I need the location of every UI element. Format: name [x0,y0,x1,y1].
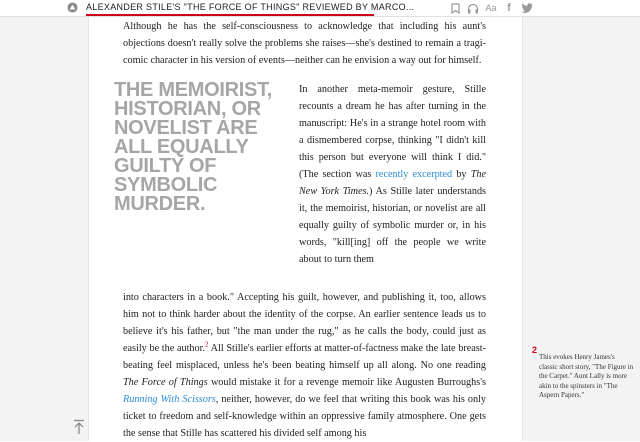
reading-progress-bar [86,14,374,16]
article-headline[interactable]: ALEXANDER STILE'S "THE FORCE OF THINGS" REVIEWED BY MARCO... [86,2,415,12]
paragraph-2-text-a: In another meta-memoir gesture, Stille recounts a dream he has after turning in the manuscript: He's in a strange hotel room with a dismembered corpse, thinking "I didn't kill this person but everyone will think I did." (The section was [299,84,486,180]
running-with-scissors-link[interactable]: Running With Scissors [123,394,216,405]
headphones-icon[interactable] [467,2,479,14]
paragraph-3-text-d: , neither, however, do we feel that writing this book was his only ticket to freedom and self-knowledge within an oppressive family atmosphere. One gets the sense that Stille has scattered his divided self among his [123,394,486,439]
left-gutter [0,0,89,441]
site-logo-icon[interactable] [67,2,78,13]
toolbar-icons [449,1,533,15]
article-body [114,18,487,442]
top-bar [0,0,640,17]
paragraph-3 [123,289,486,442]
twitter-icon[interactable] [521,2,533,14]
font-size-icon[interactable]: Aa [485,3,497,13]
book-title-force-of-things: The Force of Things [123,377,208,388]
paragraph-3-text-a: into characters in a book." Accepting his guilt, however, and publishing it, too, allows him not to think harder about the identity of the corpse. An earlier sentence leads us to believe it's his father, but "the man under the rug," as he calls the body, could just as easily be the author. [123,292,486,354]
pullquote-section [114,79,487,289]
paragraph-2 [299,81,486,268]
pullquote: THE MEMOIRIST, HISTORIAN, OR NOVELIST ARE ALL EQUALLY GUILTY OF SYMBOLIC MURDER. [114,79,273,215]
paragraph-3-text-c: would mistake it for a revenge memoir like Augusten Burroughs's [207,377,487,388]
back-to-top-icon[interactable] [72,419,86,435]
footnote-number: 2 [532,345,538,355]
recently-excerpted-link[interactable]: recently excerpted [375,169,453,180]
footnote-marker[interactable]: 2 [204,340,209,349]
footnote-text: This evokes Henry James's classic short story, "The Figure in the Carpet." Aunt Lally is more akin to the spinsters in "The Aspern Papers." [539,353,634,399]
facebook-icon[interactable]: f [507,2,511,14]
nyt-title: The New York Times. [299,169,487,197]
paragraph-3-text-b: All Stille's earlier efforts at matter-of-factness make the late breast-beating feel misplaced, unless he's been beating himself up all along. No one reading [123,343,486,371]
paragraph-2-text-b: by [452,169,471,180]
bookmark-icon[interactable] [449,2,461,14]
paragraph-1: Although he has the self-consciousness to acknowledge that including his aunt's objections doesn't really solve the problems she raises—she's destined to remain a tragi-comic character in his version of events—neither can he envision a way out for himself. [123,21,486,66]
paragraph-2-text-c: ) As Stille later understands it, the memoirist, historian, or novelist are all equally guilty of symbolic murder or, in his words, "kill[ing] off the people we write about to turn them [299,186,487,265]
